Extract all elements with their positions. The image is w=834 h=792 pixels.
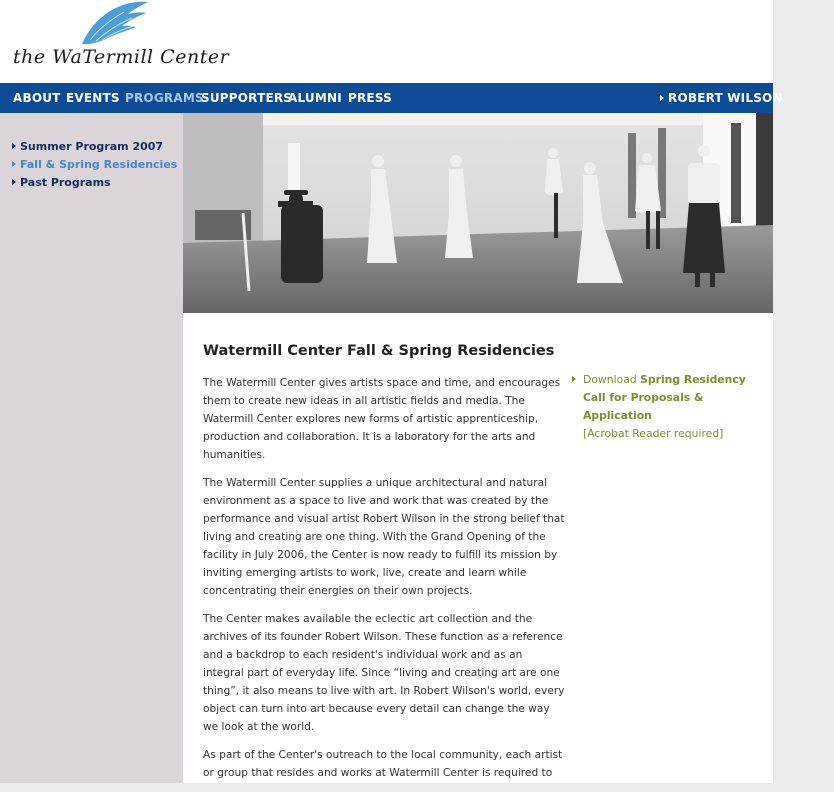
nav-alumni[interactable]: ALUMNI (288, 91, 342, 105)
chevron-right-icon (12, 161, 16, 167)
acrobat-note: [Acrobat Reader required] (583, 427, 724, 440)
intro-paragraph: The Watermill Center gives artists space and time, and encourages them to create new ideas in all artistic fields and media. The Watermill Center explores new forms of artistic apprenticeship, production and collaboration. It is a laboratory for the arts and humanities. (203, 377, 561, 461)
nav-robert-wilson[interactable] (660, 83, 783, 113)
header (0, 0, 773, 83)
nav-events[interactable]: EVENTS (66, 91, 120, 105)
chevron-right-icon (12, 143, 16, 149)
sidebar-item-summer-program[interactable] (12, 140, 163, 153)
download-proposals-link[interactable]: Spring Residency Call for Proposals & Application (583, 373, 746, 422)
nav-programs[interactable]: PROGRAMS (125, 91, 204, 105)
hero-photo (183, 113, 773, 313)
chevron-right-icon (12, 179, 16, 185)
sidebar (0, 113, 183, 783)
chevron-right-icon (572, 376, 576, 382)
download-label: Download (583, 373, 637, 386)
nav-supporters[interactable]: SUPPORTERS (201, 91, 293, 105)
sidebar-item-label: Summer Program 2007 (20, 140, 164, 153)
environment-paragraph: The Watermill Center supplies a unique architectural and natural environment as a space to live and work that was created by the performance and visual artist Robert Wilson in the strong belief that living and creating are one thing. With the Grand Opening of the facility in July 2006, the Center is now ready to fulfill its mission by inviting emerging artists to work, live, create and learn while concentrating their energies on their own projects. (203, 477, 565, 597)
chevron-right-icon (660, 95, 664, 101)
download-box (572, 371, 767, 443)
nav-press[interactable]: PRESS (348, 91, 392, 105)
main-content (203, 343, 565, 792)
sidebar-item-label: Past Programs (20, 176, 111, 189)
sidebar-item-residencies[interactable] (12, 158, 177, 171)
nav-robert-wilson-label: ROBERT WILSON (668, 91, 783, 105)
nav-about[interactable]: ABOUT (13, 91, 61, 105)
page-title: Watermill Center Fall & Spring Residencies (203, 343, 555, 359)
logo-wordmark[interactable]: the WaTermill Center (13, 46, 230, 68)
sidebar-item-past-programs[interactable] (12, 176, 111, 189)
main-nav (0, 83, 783, 113)
collection-paragraph: The Center makes available the eclectic art collection and the archives of its founder Robert Wilson. These function as a reference and a backdrop to each resident's individual work and as an integral part of everyday life. Since “living and creating art are one thing”, it also means to live with art. In Robert Wilson's world, every object can turn into art because every detail can change the way we look at the world. (203, 613, 565, 733)
outreach-paragraph: As part of the Center's outreach to the local community, each artist or group that resides and works at Watermill Center is required to (203, 749, 563, 779)
wing-logo-icon[interactable] (78, 0, 150, 48)
sidebar-item-label: Fall & Spring Residencies (20, 158, 178, 171)
